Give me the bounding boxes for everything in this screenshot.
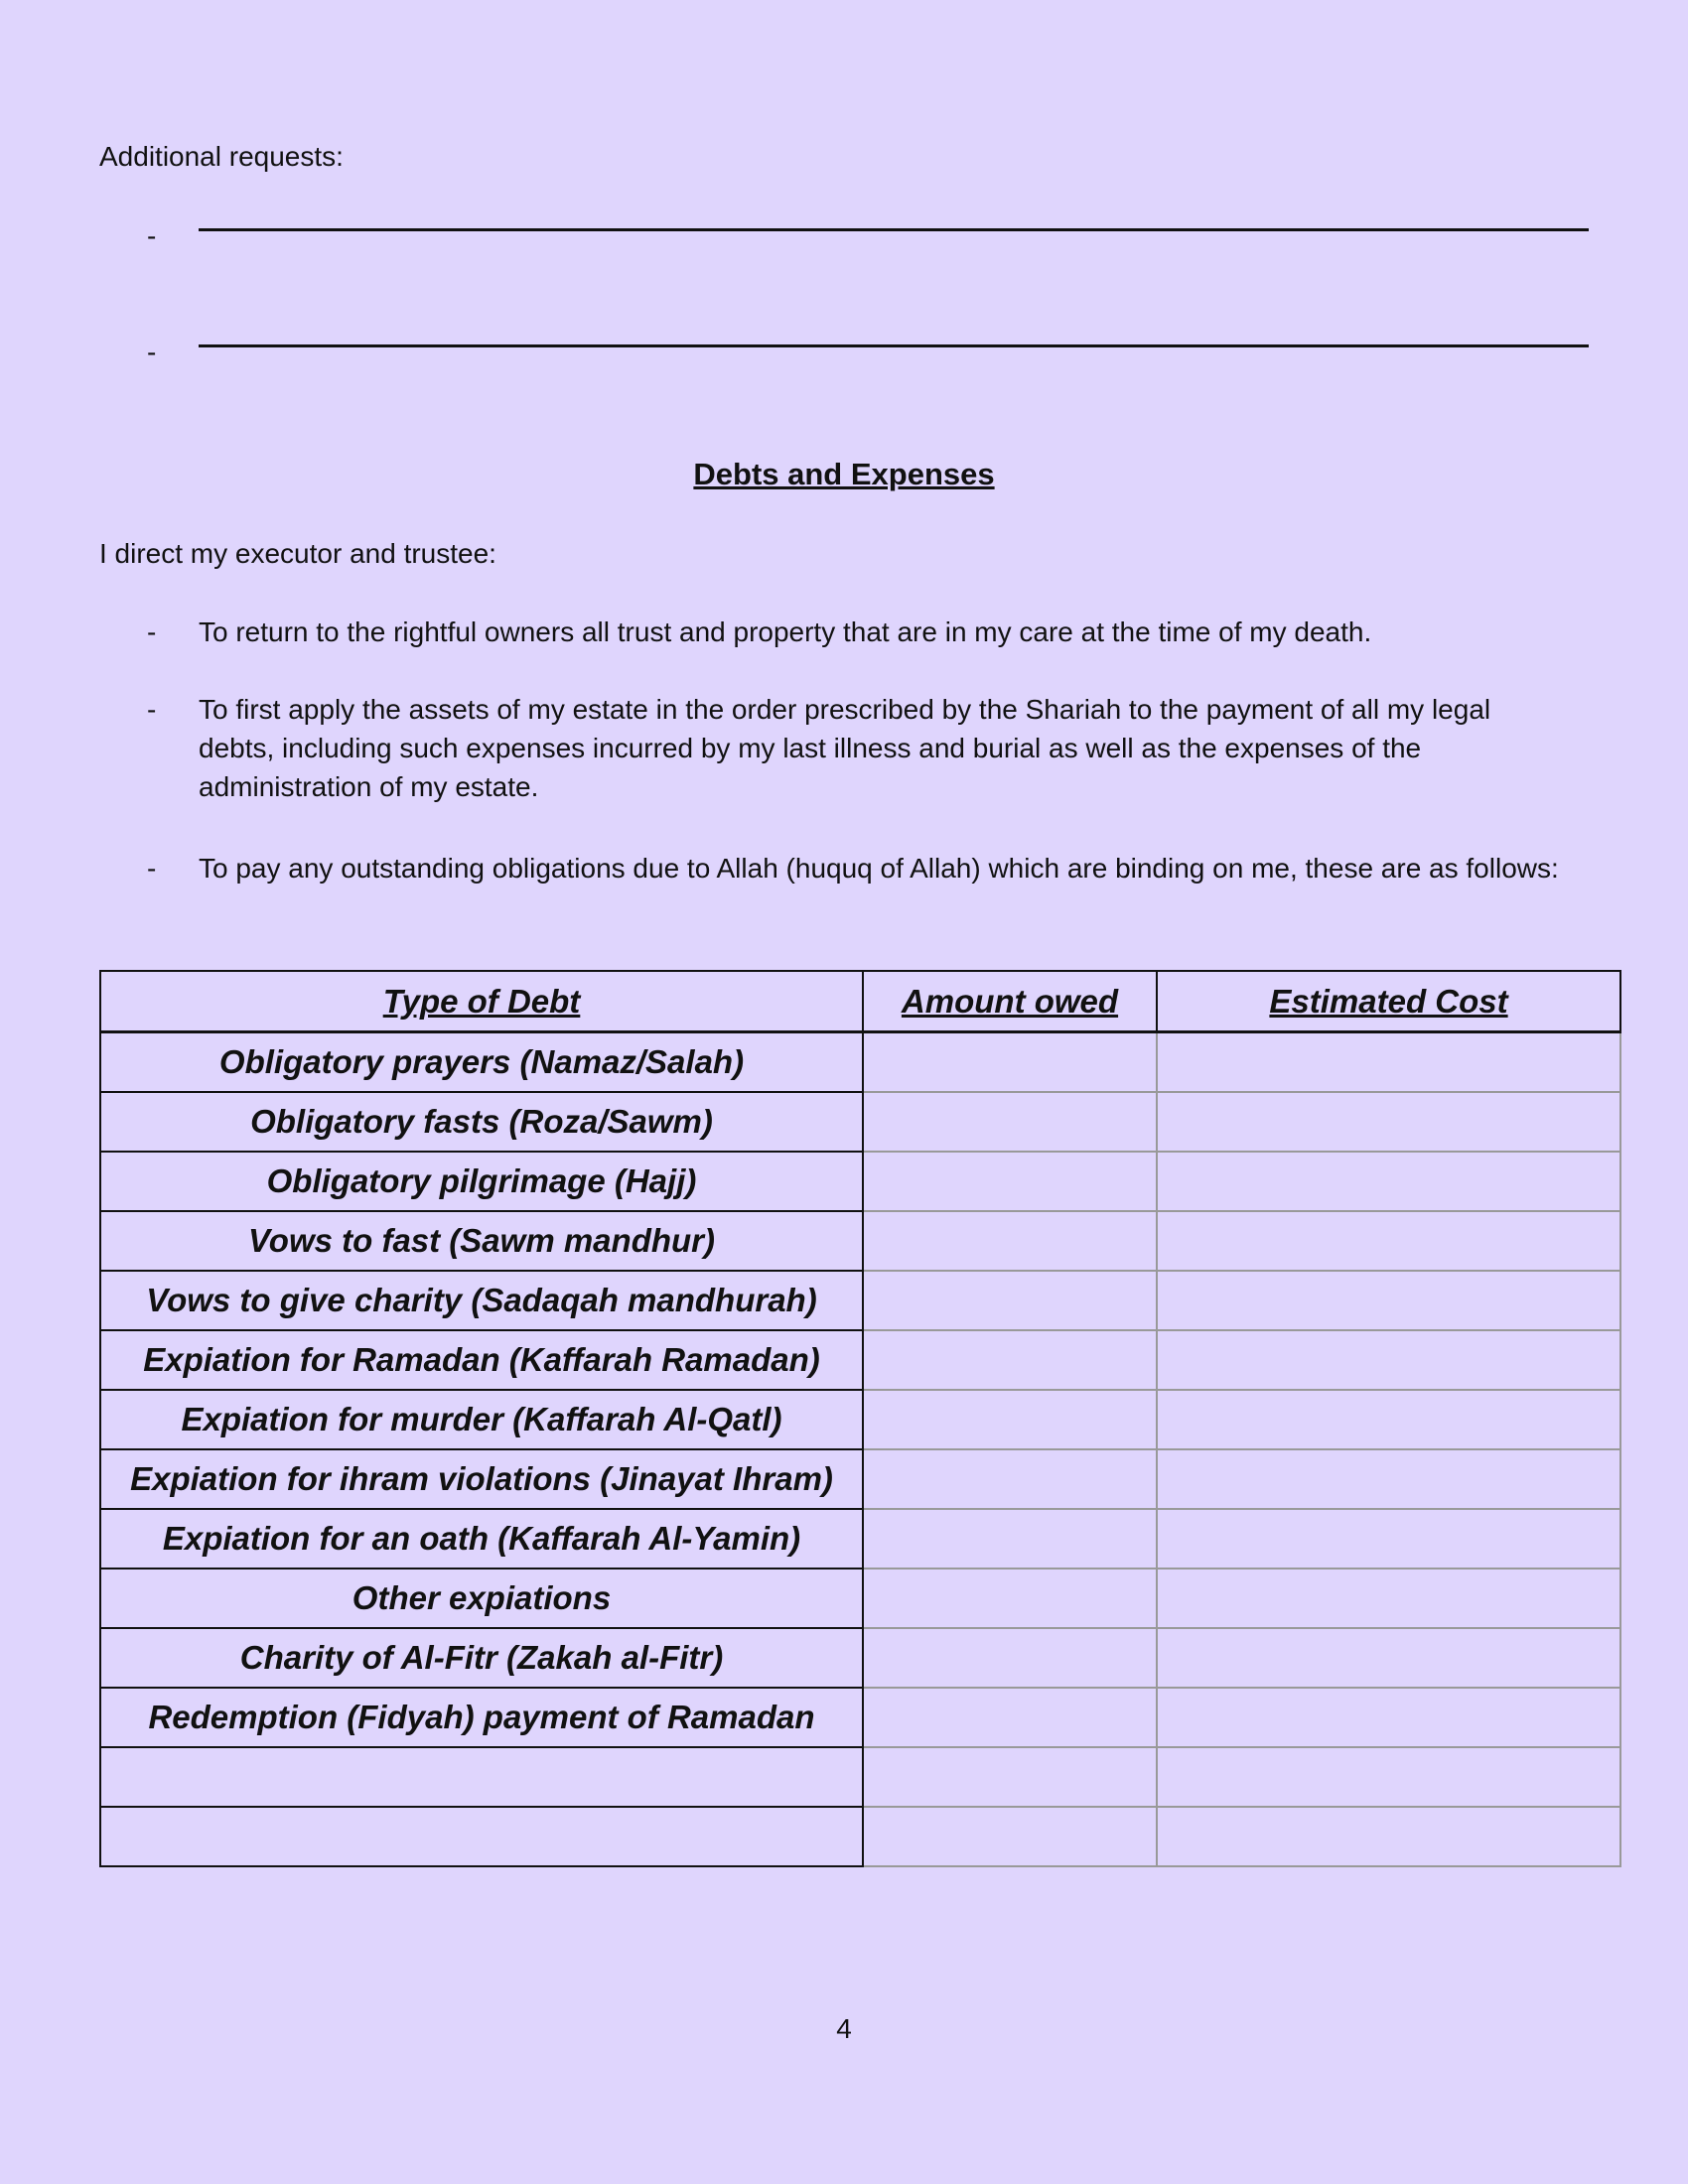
table-header-row (100, 971, 1620, 1032)
debt-type-cell: Charity of Al-Fitr (Zakah al-Fitr) (100, 1628, 863, 1688)
additional-request-line-1[interactable] (147, 216, 1589, 256)
debt-type-cell: Vows to fast (Sawm mandhur) (100, 1211, 863, 1271)
blank-underline (199, 228, 1589, 231)
estimated-cost-cell[interactable] (1157, 1152, 1620, 1211)
estimated-cost-cell[interactable] (1157, 1092, 1620, 1152)
table-row (100, 1628, 1620, 1688)
debt-type-cell: Obligatory prayers (Namaz/Salah) (100, 1032, 863, 1093)
bullet-dash: - (147, 616, 157, 647)
table-row (100, 1688, 1620, 1747)
amount-owed-cell[interactable] (863, 1509, 1157, 1569)
amount-owed-cell[interactable] (863, 1330, 1157, 1390)
additional-requests-label: Additional requests: (99, 141, 344, 172)
table-row (100, 1092, 1620, 1152)
table-row (100, 1449, 1620, 1509)
bullet-dash: - (147, 694, 157, 725)
amount-owed-cell[interactable] (863, 1271, 1157, 1330)
amount-owed-cell[interactable] (863, 1032, 1157, 1093)
blank-underline (199, 344, 1589, 347)
estimated-cost-cell[interactable] (1157, 1032, 1620, 1093)
estimated-cost-cell[interactable] (1157, 1688, 1620, 1747)
debt-type-cell: Other expiations (100, 1569, 863, 1628)
debt-type-cell: Expiation for murder (Kaffarah Al-Qatl) (100, 1390, 863, 1449)
estimated-cost-cell[interactable] (1157, 1628, 1620, 1688)
table-row (100, 1032, 1620, 1093)
table-row (100, 1807, 1620, 1866)
table-row (100, 1211, 1620, 1271)
direction-text: To pay any outstanding obligations due to Allah (huquq of Allah) which are binding on me, these are as follows: (199, 853, 1559, 884)
debt-type-cell (100, 1807, 863, 1866)
page-number: 4 (836, 2013, 852, 2044)
amount-owed-cell[interactable] (863, 1747, 1157, 1807)
table-row (100, 1390, 1620, 1449)
bullet-dash: - (147, 220, 157, 251)
amount-owed-cell[interactable] (863, 1569, 1157, 1628)
amount-owed-cell[interactable] (863, 1152, 1157, 1211)
amount-owed-cell[interactable] (863, 1211, 1157, 1271)
table-row (100, 1569, 1620, 1628)
amount-owed-cell[interactable] (863, 1390, 1157, 1449)
debt-type-cell: Redemption (Fidyah) payment of Ramadan (100, 1688, 863, 1747)
amount-owed-cell[interactable] (863, 1807, 1157, 1866)
debt-type-cell: Expiation for ihram violations (Jinayat Ihram) (100, 1449, 863, 1509)
estimated-cost-cell[interactable] (1157, 1509, 1620, 1569)
amount-owed-cell[interactable] (863, 1092, 1157, 1152)
debt-type-cell: Expiation for Ramadan (Kaffarah Ramadan) (100, 1330, 863, 1390)
direction-text: To return to the rightful owners all trust and property that are in my care at the time of my death. (199, 616, 1372, 647)
estimated-cost-cell[interactable] (1157, 1569, 1620, 1628)
table-row (100, 1509, 1620, 1569)
debt-type-cell: Vows to give charity (Sadaqah mandhurah) (100, 1271, 863, 1330)
estimated-cost-cell[interactable] (1157, 1390, 1620, 1449)
header-estimated-cost: Estimated Cost (1157, 971, 1620, 1032)
direction-item-3 (147, 849, 1567, 887)
direction-item-1 (147, 613, 1567, 651)
table-row (100, 1747, 1620, 1807)
direction-intro: I direct my executor and trustee: (99, 538, 496, 569)
header-type-of-debt: Type of Debt (100, 971, 863, 1032)
estimated-cost-cell[interactable] (1157, 1271, 1620, 1330)
debt-type-cell: Obligatory fasts (Roza/Sawm) (100, 1092, 863, 1152)
amount-owed-cell[interactable] (863, 1449, 1157, 1509)
estimated-cost-cell[interactable] (1157, 1449, 1620, 1509)
table-row (100, 1152, 1620, 1211)
debt-type-cell (100, 1747, 863, 1807)
table-row (100, 1330, 1620, 1390)
header-amount-owed: Amount owed (863, 971, 1157, 1032)
additional-request-line-2[interactable] (147, 333, 1589, 372)
amount-owed-cell[interactable] (863, 1688, 1157, 1747)
debts-table (99, 970, 1621, 1867)
estimated-cost-cell[interactable] (1157, 1211, 1620, 1271)
direction-item-2 (147, 690, 1567, 806)
bullet-dash: - (147, 853, 157, 884)
table-body (100, 1032, 1620, 1867)
debt-type-cell: Expiation for an oath (Kaffarah Al-Yamin) (100, 1509, 863, 1569)
table-row (100, 1271, 1620, 1330)
estimated-cost-cell[interactable] (1157, 1807, 1620, 1866)
amount-owed-cell[interactable] (863, 1628, 1157, 1688)
debt-type-cell: Obligatory pilgrimage (Hajj) (100, 1152, 863, 1211)
section-heading: Debts and Expenses (693, 457, 995, 491)
bullet-dash: - (147, 337, 157, 367)
estimated-cost-cell[interactable] (1157, 1747, 1620, 1807)
estimated-cost-cell[interactable] (1157, 1330, 1620, 1390)
direction-text: To first apply the assets of my estate in the order prescribed by the Shariah to the payment of all my legal debts, including such expenses incurred by my last illness and burial as well as the expenses of the administration of my estate. (199, 694, 1491, 802)
